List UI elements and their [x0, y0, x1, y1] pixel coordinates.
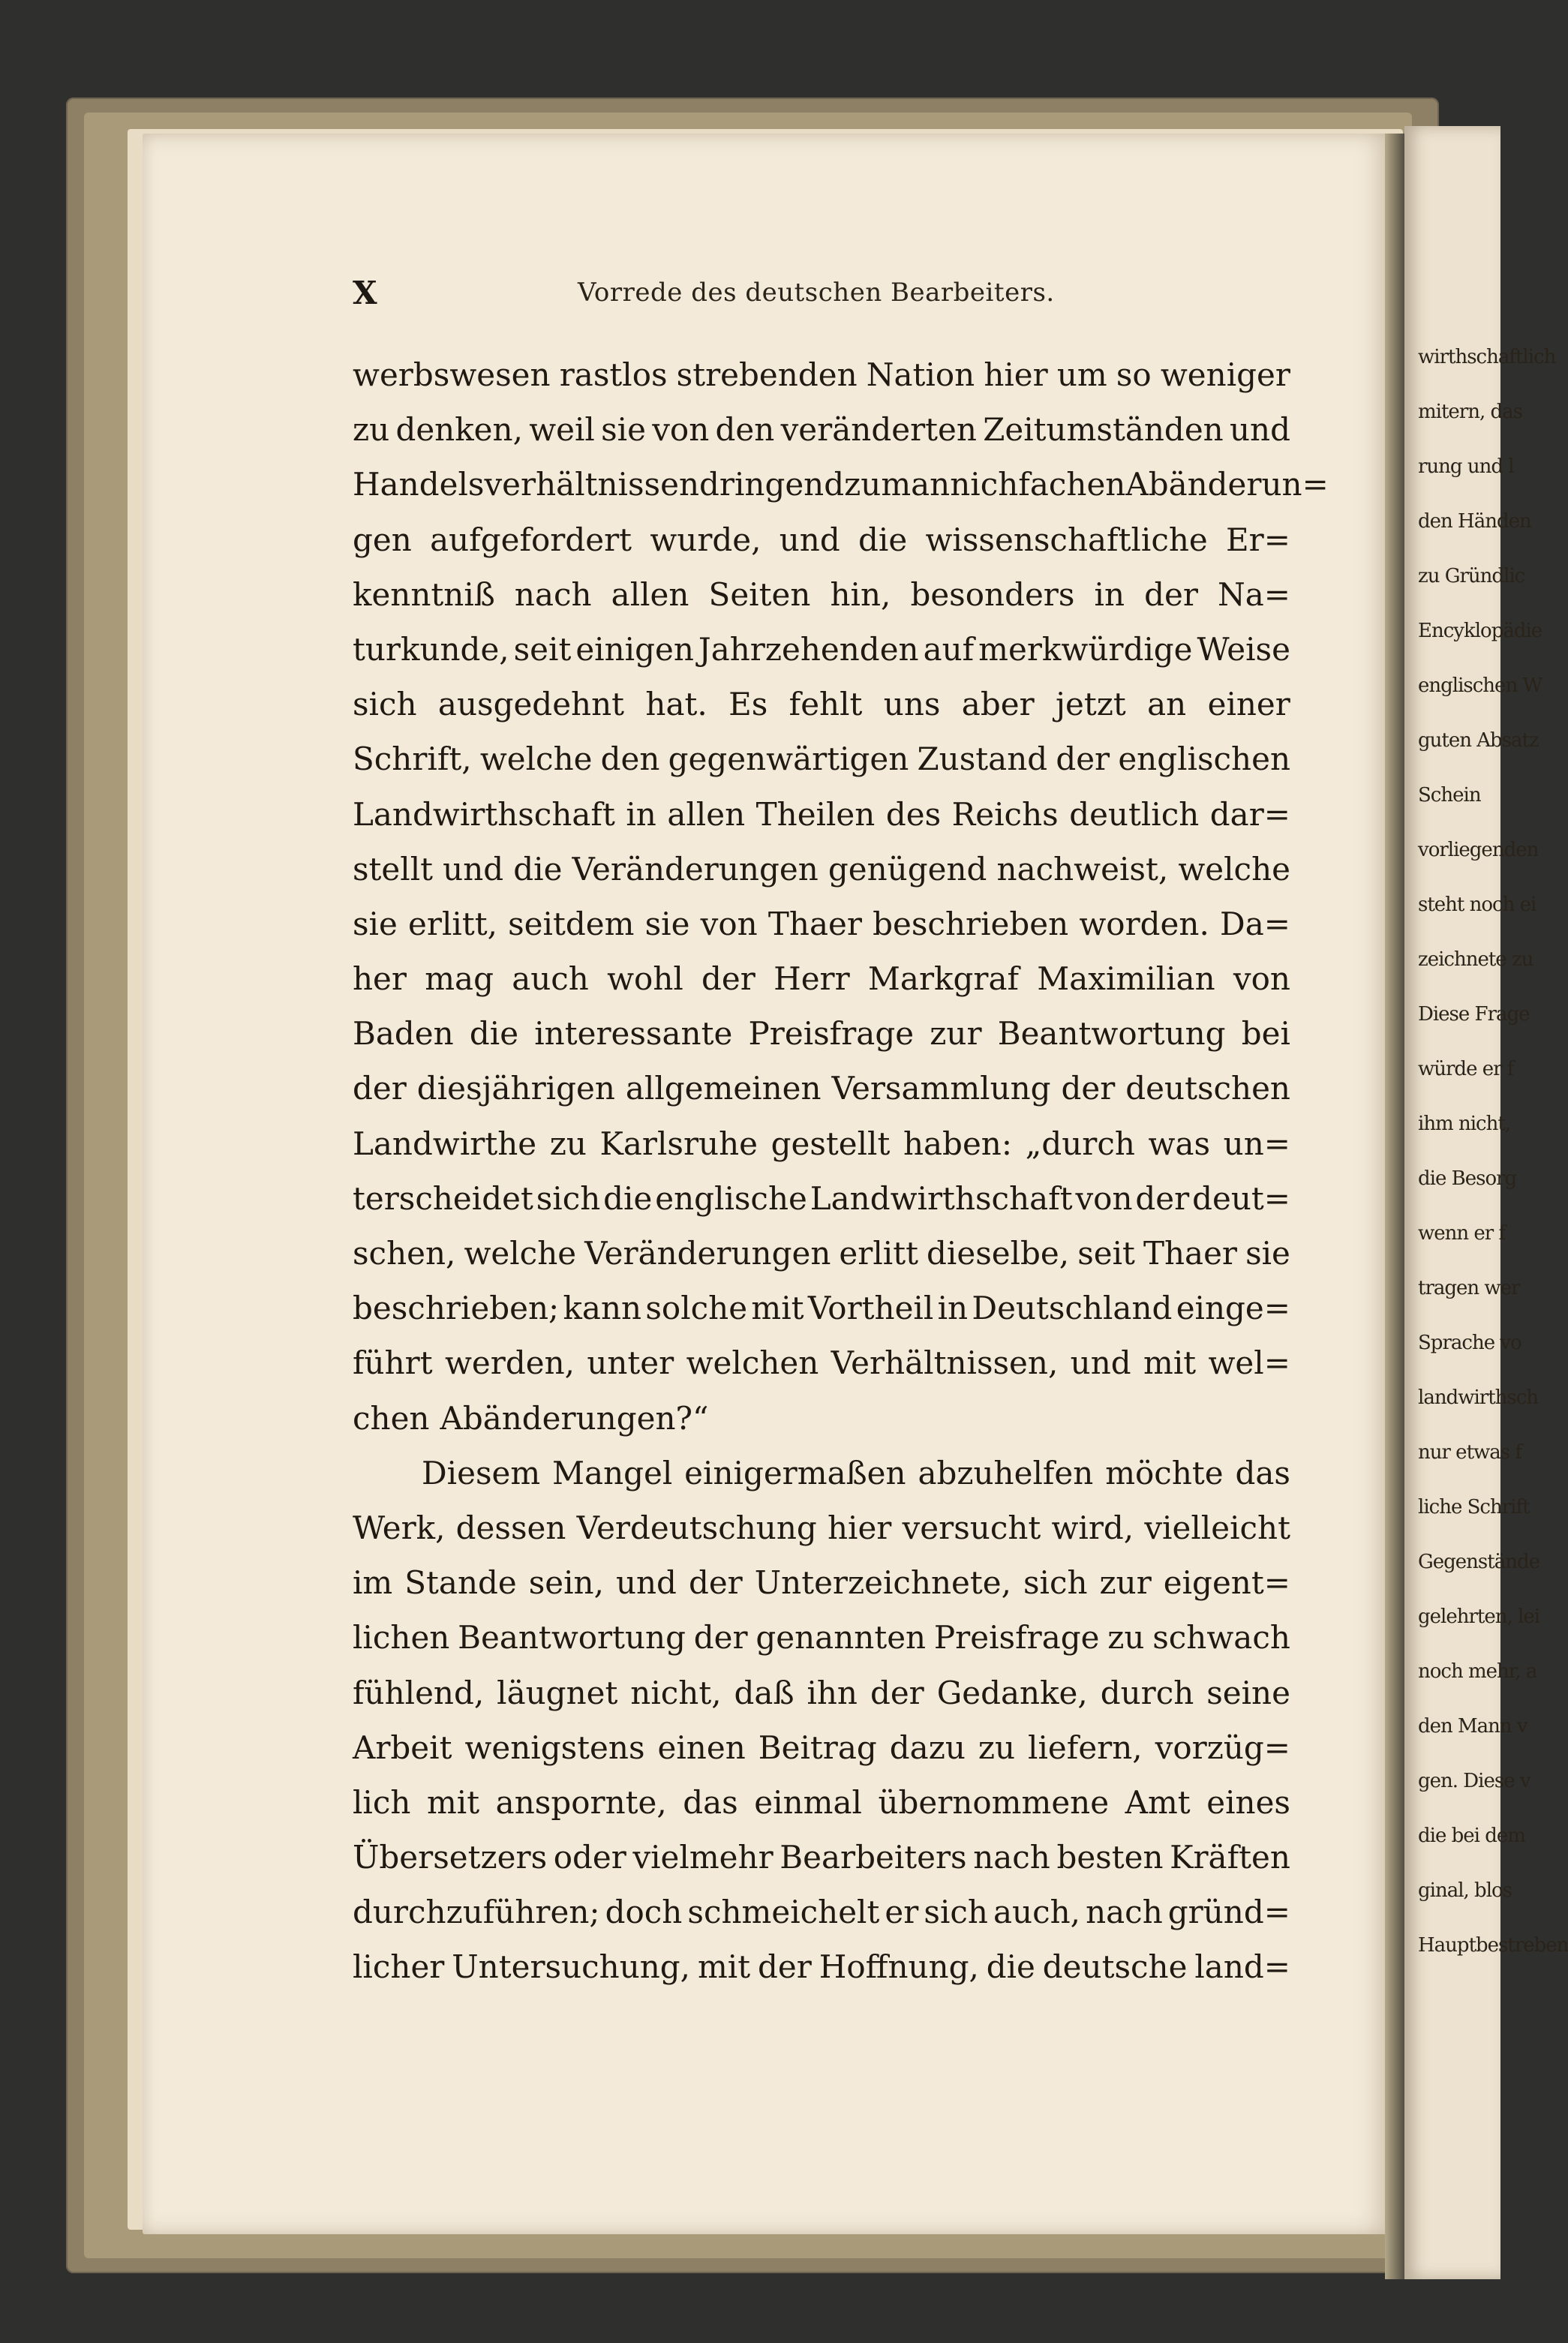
facing-page-line: gen. Diese v — [1418, 1770, 1530, 1792]
facing-page-line: würde er f — [1418, 1058, 1514, 1080]
text-line: werbswesen rastlos strebenden Nation hier um so weniger — [353, 356, 1290, 393]
facing-page-line: ihm nicht, — [1418, 1113, 1511, 1135]
facing-page-line: die Besorg — [1418, 1167, 1517, 1190]
facing-page-line: Gegenstände — [1418, 1551, 1539, 1573]
text-line: im Stande sein, und der Unterzeichnete, sich zur eigent= — [353, 1564, 1290, 1602]
text-line: Landwirthschaft in allen Theilen des Reichs deutlich dar= — [353, 795, 1290, 833]
text-line: beschrieben; kann solche mit Vortheil in Deutschland einge= — [353, 1290, 1290, 1327]
text-line: durchzuführen; doch schmeichelt er sich auch, nach gründ= — [353, 1894, 1290, 1931]
text-line: sie erlitt, seitdem sie von Thaer beschrieben worden. Da= — [353, 905, 1290, 942]
page-header — [353, 275, 1290, 320]
facing-page-line: den Mann v — [1418, 1715, 1527, 1738]
facing-page-line: Sprache vo — [1418, 1332, 1521, 1354]
text-line: kenntniß nach allen Seiten hin, besonders in der Na= — [353, 575, 1290, 613]
text-line: schen, welche Veränderungen erlitt dieselbe, seit Thaer sie — [353, 1235, 1290, 1272]
facing-page-line: Encyklopädie — [1418, 620, 1542, 642]
text-line: der diesjährigen allgemeinen Versammlung der deutschen — [353, 1070, 1290, 1107]
page-number: X — [353, 275, 377, 311]
text-line: stellt und die Veränderungen genügend nachweist, welche — [353, 850, 1290, 888]
facing-page-line: wenn er f — [1418, 1222, 1506, 1245]
text-line: Diesem Mangel einigermaßen abzuhelfen möchte das — [422, 1454, 1290, 1491]
facing-page-line: die bei dem — [1418, 1825, 1525, 1847]
text-line: gen aufgefordert wurde, und die wissenschaftliche Er= — [353, 521, 1290, 558]
text-line: lichen Beantwortung der genannten Preisfrage zu schwach — [353, 1619, 1290, 1657]
text-line: Schrift, welche den gegenwärtigen Zustand der englischen — [353, 740, 1290, 778]
facing-page-line: Hauptbestreben — [1418, 1934, 1568, 1957]
text-line: terscheidet sich die englische Landwirthschaft von der deut= — [353, 1179, 1290, 1217]
facing-page-line: tragen wer — [1418, 1277, 1520, 1299]
facing-page-line: Diese Frage — [1418, 1003, 1530, 1026]
facing-page-line: mitern, das — [1418, 401, 1522, 423]
text-line: licher Untersuchung, mit der Hoffnung, die deutsche land= — [353, 1948, 1290, 1986]
facing-page-text — [1418, 330, 1568, 2056]
text-line: her mag auch wohl der Herr Markgraf Maximilian von — [353, 960, 1290, 998]
facing-page-line: wirthschaftlich — [1418, 346, 1556, 368]
text-line: fühlend, läugnet nicht, daß ihn der Gedanke, durch seine — [353, 1674, 1290, 1711]
facing-page-line: englischen W — [1418, 674, 1542, 697]
text-line: zu denken, weil sie von den veränderten Zeitumständen und — [353, 411, 1290, 449]
facing-page-line: guten Absatz — [1418, 729, 1539, 752]
running-title: Vorrede des deutschen Bearbeiters. — [578, 278, 1055, 308]
facing-page-line: zeichnete zu — [1418, 948, 1533, 971]
facing-page-line: landwirthsch — [1418, 1386, 1539, 1409]
text-line: chen Abänderungen?“ — [353, 1399, 709, 1437]
text-line: lich mit anspornte, das einmal übernommene Amt eines — [353, 1783, 1290, 1821]
body-text — [353, 347, 1329, 1995]
facing-page-line: gelehrten, lei — [1418, 1606, 1540, 1628]
facing-page-line: rung und l — [1418, 455, 1514, 478]
facing-page-line: nur etwas f — [1418, 1441, 1522, 1464]
facing-page-line: zu Gründlic — [1418, 565, 1525, 587]
text-line: sich ausgedehnt hat. Es fehlt uns aber jetzt an einer — [353, 686, 1290, 723]
facing-page-line: steht noch ei — [1418, 894, 1536, 916]
facing-page-line: Schein — [1418, 784, 1481, 807]
facing-page-line: liche Schrift — [1418, 1496, 1530, 1518]
facing-page-line: den Händen — [1418, 510, 1531, 533]
text-line: Baden die interessante Preisfrage zur Beantwortung bei — [353, 1015, 1290, 1053]
text-line: Landwirthe zu Karlsruhe gestellt haben: „durch was un= — [353, 1125, 1290, 1162]
text-line: Werk, dessen Verdeutschung hier versucht wird, vielleicht — [353, 1509, 1290, 1546]
text-line: Übersetzers oder vielmehr Bearbeiters nach besten Kräften — [353, 1839, 1290, 1876]
facing-page-line: noch mehr, a — [1418, 1660, 1537, 1683]
text-line: turkunde, seit einigen Jahrzehenden auf merkwürdige Weise — [353, 630, 1290, 668]
facing-page-line: vorliegenden — [1418, 839, 1539, 861]
text-line: Arbeit wenigstens einen Beitrag dazu zu liefern, vorzüg= — [353, 1729, 1290, 1766]
text-line: Handelsverhältnissen dringend zu mannichfachen Abänderun= — [353, 466, 1329, 503]
text-line: führt werden, unter welchen Verhältnissen, und mit wel= — [353, 1344, 1290, 1382]
facing-page-line: ginal, blos — [1418, 1879, 1512, 1902]
